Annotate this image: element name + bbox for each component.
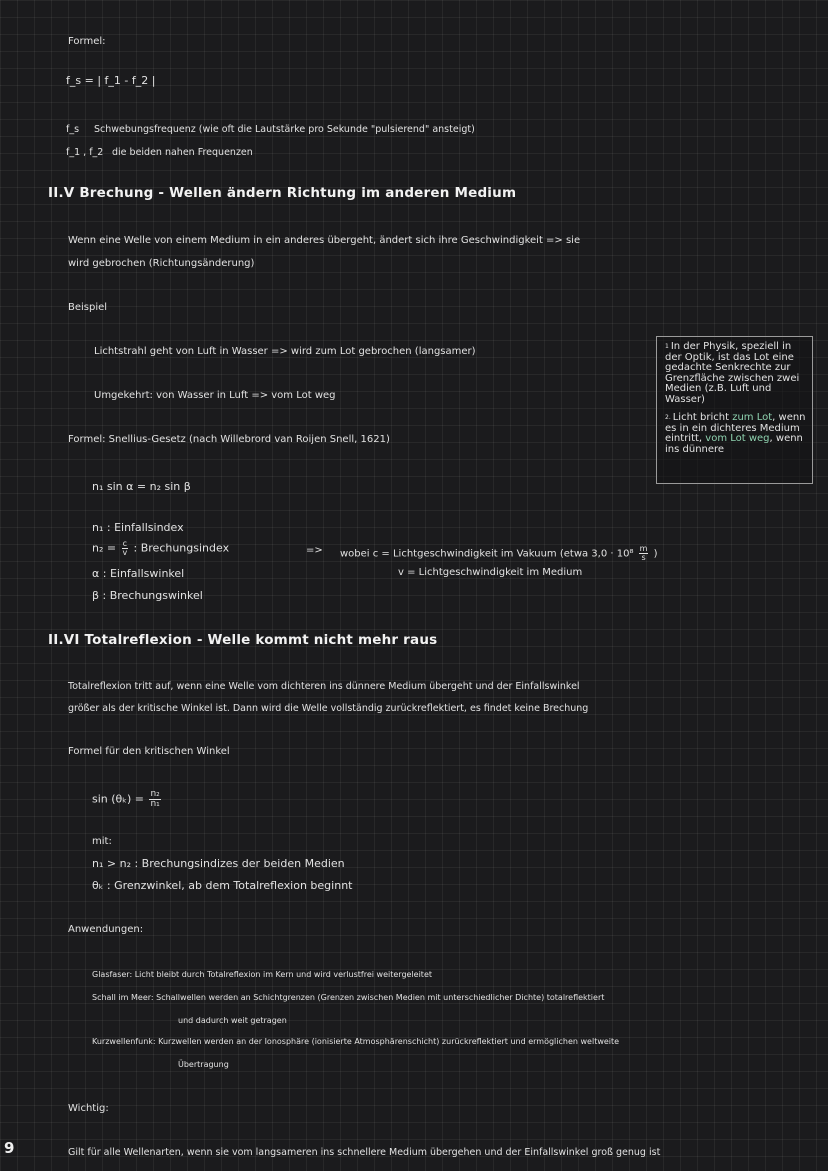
def-fs-text: Schwebungsfrequenz (wie oft die Lautstärke pro Sekunde "pulsierend" ansteigt) <box>94 124 475 135</box>
def-critical-angle: θₖ : Grenzwinkel, ab dem Totalreflexion beginnt <box>92 879 353 892</box>
def-f12-symbol: f_1 , f_2 <box>66 147 104 158</box>
example-line2: Umgekehrt: von Wasser in Luft => vom Lot weg <box>94 390 336 401</box>
def-fs-symbol: f_s <box>66 124 80 135</box>
var-beta: β : Brechungswinkel <box>92 589 203 602</box>
def-f12-text: die beiden nahen Frequenzen <box>112 147 253 158</box>
mit-label: mit: <box>92 836 112 847</box>
total-intro-line1: Totalreflexion tritt auf, wenn eine Welle vom dichteren ins dünnere Medium übergeht und der Einfallswinkel <box>68 681 580 692</box>
total-intro-line2: größer als der kritische Winkel ist. Dann wird die Welle vollständig zurückreflektiert, es findet keine Brechung <box>68 703 589 714</box>
example-line1: Lichtstrahl geht von Luft in Wasser => wird zum Lot gebrochen (langsamer) <box>94 346 476 357</box>
page-number: 9 <box>4 1139 15 1157</box>
applications-label: Anwendungen: <box>68 924 144 935</box>
section-heading-brechung: II.V Brechung - Wellen ändern Richtung im anderen Medium <box>48 185 517 201</box>
critical-angle-formula-label: Formel für den kritischen Winkel <box>68 746 230 757</box>
important-label: Wichtig: <box>68 1103 109 1114</box>
application-kurzwellen-line2: Übertragung <box>178 1060 229 1069</box>
var-n2: n₂ = $\frac{c}{v}$ : Brechungsindex <box>92 539 230 557</box>
application-glasfaser: Glasfaser: Licht bleibt durch Totalreflexion im Kern und wird verlustfrei weitergeleitet <box>92 970 432 979</box>
snellius-formula: n₁ sin α = n₂ sin β <box>92 480 191 493</box>
implies-arrow: => <box>306 545 323 556</box>
var-alpha: α : Einfallswinkel <box>92 567 185 580</box>
formula-label: Formel: <box>68 36 106 47</box>
beat-frequency-formula: f_s = | f_1 - f_2 | <box>66 74 156 87</box>
def-refraction-indices: n₁ > n₂ : Brechungsindizes der beiden Medien <box>92 857 345 870</box>
application-schall-line1: Schall im Meer: Schallwellen werden an Schichtgrenzen (Grenzen zwischen Medien mit unterschiedlicher Dichte) totalreflektiert <box>92 993 605 1002</box>
application-schall-line2: und dadurch weit getragen <box>178 1016 287 1025</box>
application-kurzwellen-line1: Kurzwellenfunk: Kurzwellen werden an der Ionosphäre (ionisierte Atmosphärenschicht) zurückreflektiert und ermöglichen weltweite <box>92 1037 620 1046</box>
critical-angle-formula: sin (θₖ) = $\frac{\text{n₂}}{\text{n₁}}$ <box>92 789 160 809</box>
brechung-intro-line2: wird gebrochen (Richtungsänderung) <box>68 258 255 269</box>
sidenote-refraction-rule: $^{2.}$ Licht bricht zum Lot, wenn es in ein dichteres Medium eintritt, vom Lot weg, wenn ins dünnere <box>665 412 806 455</box>
snellius-formula-label: Formel: Snellius-Gesetz (nach Willebrord van Roijen Snell, 1621) <box>68 434 390 445</box>
example-label: Beispiel <box>68 302 108 313</box>
where-c: wobei c = Lichtgeschwindigkeit im Vakuum (etwa 3,0 · 10⁸ $\frac{m}{s}$ ) <box>340 544 658 562</box>
brechung-intro-line1: Wenn eine Welle von einem Medium in ein anderes übergeht, ändert sich ihre Geschwindigkeit => sie <box>68 235 581 246</box>
where-v: v = Lichtgeschwindigkeit im Medium <box>398 567 583 578</box>
sidenote-box <box>656 336 813 484</box>
sidenote-lot-definition: $^1$ In der Physik, speziell in der Optik, ist das Lot eine gedachte Senkrechte zur Grenzfläche zwischen zwei Medien (z.B. Luft und Wasser) <box>665 341 800 405</box>
important-text: Gilt für alle Wellenarten, wenn sie vom langsameren ins schnellere Medium übergehen und der Einfallswinkel groß genug ist <box>68 1147 661 1158</box>
section-heading-totalreflexion: II.VI Totalreflexion - Welle kommt nicht mehr raus <box>48 632 438 648</box>
var-n1: n₁ : Einfallsindex <box>92 521 184 534</box>
